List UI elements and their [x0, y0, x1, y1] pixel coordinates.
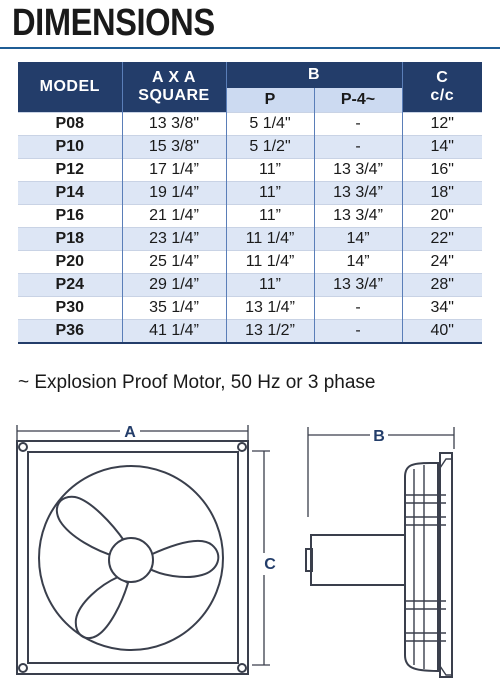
header-p4: P-4~ — [314, 88, 402, 113]
header-c — [402, 62, 482, 113]
table-row — [18, 320, 482, 344]
cell-c: 22" — [402, 228, 482, 251]
cell-model: P08 — [18, 113, 122, 136]
fan-blade — [148, 541, 218, 577]
footnote: ~ Explosion Proof Motor, 50 Hz or 3 phase — [18, 372, 376, 393]
table-row — [18, 159, 482, 182]
fan-dimension-drawing — [0, 405, 500, 685]
cell-p4: - — [314, 297, 402, 320]
cell-c: 40" — [402, 320, 482, 344]
page-title: DIMENSIONS — [12, 2, 215, 44]
cell-model: P24 — [18, 274, 122, 297]
cell-c: 12" — [402, 113, 482, 136]
table-row — [18, 251, 482, 274]
cell-c: 28" — [402, 274, 482, 297]
table-row — [18, 228, 482, 251]
cell-c: 16" — [402, 159, 482, 182]
header-b: B — [226, 62, 402, 88]
cell-c: 24" — [402, 251, 482, 274]
cell-model: P14 — [18, 182, 122, 205]
dimensions-table — [18, 62, 482, 344]
bolt-icon — [19, 664, 27, 672]
table-row — [18, 136, 482, 159]
cell-axa: 41 1/4” — [122, 320, 226, 344]
cell-p: 11 1/4” — [226, 251, 314, 274]
header-axa-square — [122, 62, 226, 113]
cell-p4: 13 3/4” — [314, 274, 402, 297]
cell-axa: 19 1/4” — [122, 182, 226, 205]
cell-p: 11” — [226, 182, 314, 205]
cell-c: 20" — [402, 205, 482, 228]
cell-model: P10 — [18, 136, 122, 159]
cell-p: 11” — [226, 274, 314, 297]
cell-c: 34" — [402, 297, 482, 320]
cell-model: P30 — [18, 297, 122, 320]
header-c-line2: c/c — [430, 87, 455, 104]
cell-p: 11” — [226, 205, 314, 228]
dim-label-b: B — [373, 428, 385, 445]
bolt-icon — [238, 443, 246, 451]
table-row — [18, 274, 482, 297]
cell-p4: 13 3/4” — [314, 205, 402, 228]
motor-body — [311, 535, 405, 585]
cell-p4: - — [314, 320, 402, 344]
cell-p4: - — [314, 136, 402, 159]
cell-axa: 13 3/8" — [122, 113, 226, 136]
fan-hub — [109, 538, 153, 582]
cell-p: 13 1/2” — [226, 320, 314, 344]
cell-p: 5 1/4" — [226, 113, 314, 136]
cell-axa: 15 3/8" — [122, 136, 226, 159]
cell-model: P12 — [18, 159, 122, 182]
fan-blade — [76, 577, 128, 638]
header-axa-line2: SQUARE — [138, 87, 210, 104]
cell-axa: 17 1/4” — [122, 159, 226, 182]
table-row — [18, 205, 482, 228]
cell-model: P16 — [18, 205, 122, 228]
fan-front-view — [17, 425, 270, 674]
header-p: P — [226, 88, 314, 113]
cell-model: P20 — [18, 251, 122, 274]
header-c-line1: C — [436, 69, 449, 86]
bolt-icon — [19, 443, 27, 451]
cell-p: 11 1/4” — [226, 228, 314, 251]
cell-p4: - — [314, 113, 402, 136]
table-row — [18, 297, 482, 320]
cell-p: 13 1/4” — [226, 297, 314, 320]
table-row — [18, 182, 482, 205]
cell-p4: 14” — [314, 251, 402, 274]
dim-label-c: C — [264, 556, 276, 573]
cell-p4: 13 3/4” — [314, 182, 402, 205]
cell-p: 5 1/2" — [226, 136, 314, 159]
fan-side-view — [306, 427, 454, 677]
cell-axa: 21 1/4” — [122, 205, 226, 228]
cell-p4: 13 3/4” — [314, 159, 402, 182]
bolt-icon — [238, 664, 246, 672]
cell-c: 14" — [402, 136, 482, 159]
mounting-flange — [440, 453, 452, 677]
header-model: MODEL — [18, 62, 122, 113]
cell-axa: 29 1/4” — [122, 274, 226, 297]
cell-p4: 14” — [314, 228, 402, 251]
fan-guard — [405, 463, 438, 671]
cell-axa: 25 1/4” — [122, 251, 226, 274]
table-row — [18, 113, 482, 136]
cell-model: P18 — [18, 228, 122, 251]
cell-model: P36 — [18, 320, 122, 344]
motor-shaft — [306, 549, 312, 571]
dim-label-a: A — [124, 424, 136, 441]
header-axa-line1: A X A — [152, 69, 196, 86]
cell-axa: 23 1/4” — [122, 228, 226, 251]
cell-p: 11” — [226, 159, 314, 182]
cell-axa: 35 1/4” — [122, 297, 226, 320]
title-underline — [0, 47, 500, 49]
cell-c: 18" — [402, 182, 482, 205]
